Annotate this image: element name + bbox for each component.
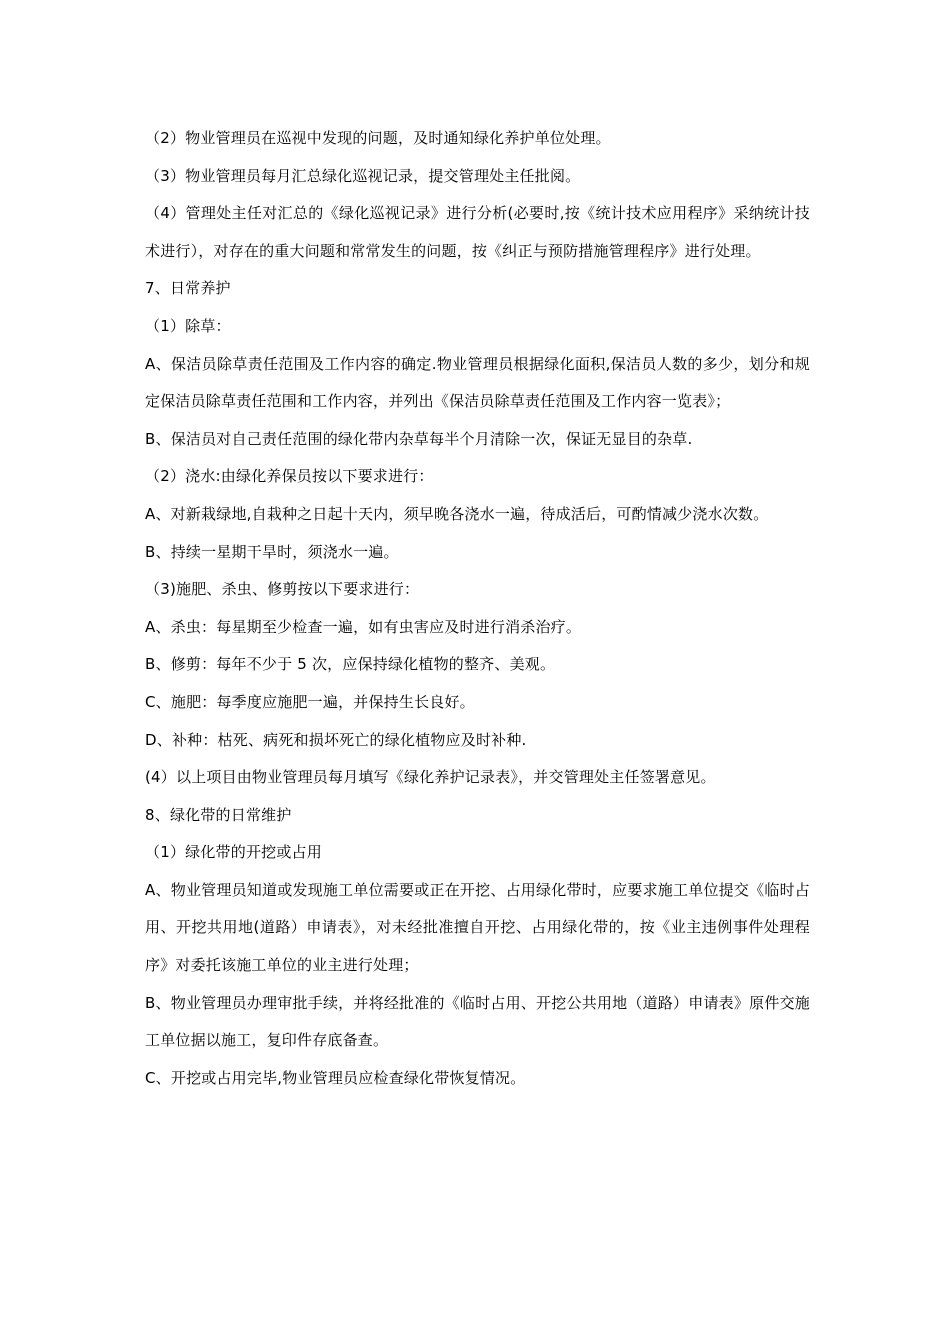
section-heading: 7、日常养护	[145, 279, 231, 298]
paragraph: （3）物业管理员每月汇总绿化巡视记录，提交管理处主任批阅。	[145, 166, 581, 185]
subsection-heading: （1）除草：	[145, 316, 231, 335]
paragraph: C、开挖或占用完毕,物业管理员应检查绿化带恢复情况。	[145, 1068, 526, 1087]
section-heading: 8、绿化带的日常维护	[145, 805, 292, 824]
subsection-heading: （1）绿化带的开挖或占用	[145, 843, 322, 862]
paragraph: C、施肥：每季度应施肥一遍，并保持生长良好。	[145, 692, 475, 711]
paragraph: B、保洁员对自己责任范围的绿化带内杂草每半个月清除一次，保证无显目的杂草.	[145, 429, 693, 448]
paragraph: A、物业管理员知道或发现施工单位需要或正在开挖、占用绿化带时，应要求施工单位提交《临时占用、开挖共用地(道路）申请表》，对未经批准擅自开挖、占用绿化带的，按《业主违例事件处理程序》对委托该施工单位的业主进行处理；	[145, 880, 810, 975]
paragraph: B、持续一星期干旱时，须浇水一遍。	[145, 542, 399, 561]
document-body	[145, 120, 810, 1097]
subsection-heading: （2）浇水:由绿化养保员按以下要求进行：	[145, 467, 434, 486]
subsection-heading: （3)施肥、杀虫、修剪按以下要求进行：	[145, 580, 420, 599]
paragraph: A、对新栽绿地,自栽种之日起十天内，须早晚各浇水一遍，待成活后，可酌情减少浇水次数。	[145, 504, 769, 523]
paragraph: A、保洁员除草责任范围及工作内容的确定.物业管理员根据绿化面积,保洁员人数的多少，划分和规定保洁员除草责任范围和工作内容，并列出《保洁员除草责任范围及工作内容一览表》；	[145, 354, 810, 411]
paragraph: B、物业管理员办理审批手续，并将经批准的《临时占用、开挖公共用地（道路）申请表》原件交施工单位据以施工，复印件存底备查。	[145, 993, 810, 1050]
paragraph: D、补种：枯死、病死和损坏死亡的绿化植物应及时补种.	[145, 730, 527, 749]
paragraph: （2）物业管理员在巡视中发现的问题，及时通知绿化养护单位处理。	[145, 129, 611, 147]
paragraph: B、修剪：每年不少于 5 次，应保持绿化植物的整齐、美观。	[145, 655, 556, 674]
paragraph: （4）管理处主任对汇总的《绿化巡视记录》进行分析(必要时,按《统计技术应用程序》采纳统计技术进行），对存在的重大问题和常常发生的问题，按《纠正与预防措施管理程序》进行处理。	[145, 204, 810, 260]
paragraph: (4）以上项目由物业管理员每月填写《绿化养护记录表》，并交管理处主任签署意见。	[145, 768, 716, 787]
paragraph: A、杀虫：每星期至少检查一遍，如有虫害应及时进行消杀治疗。	[145, 617, 582, 636]
